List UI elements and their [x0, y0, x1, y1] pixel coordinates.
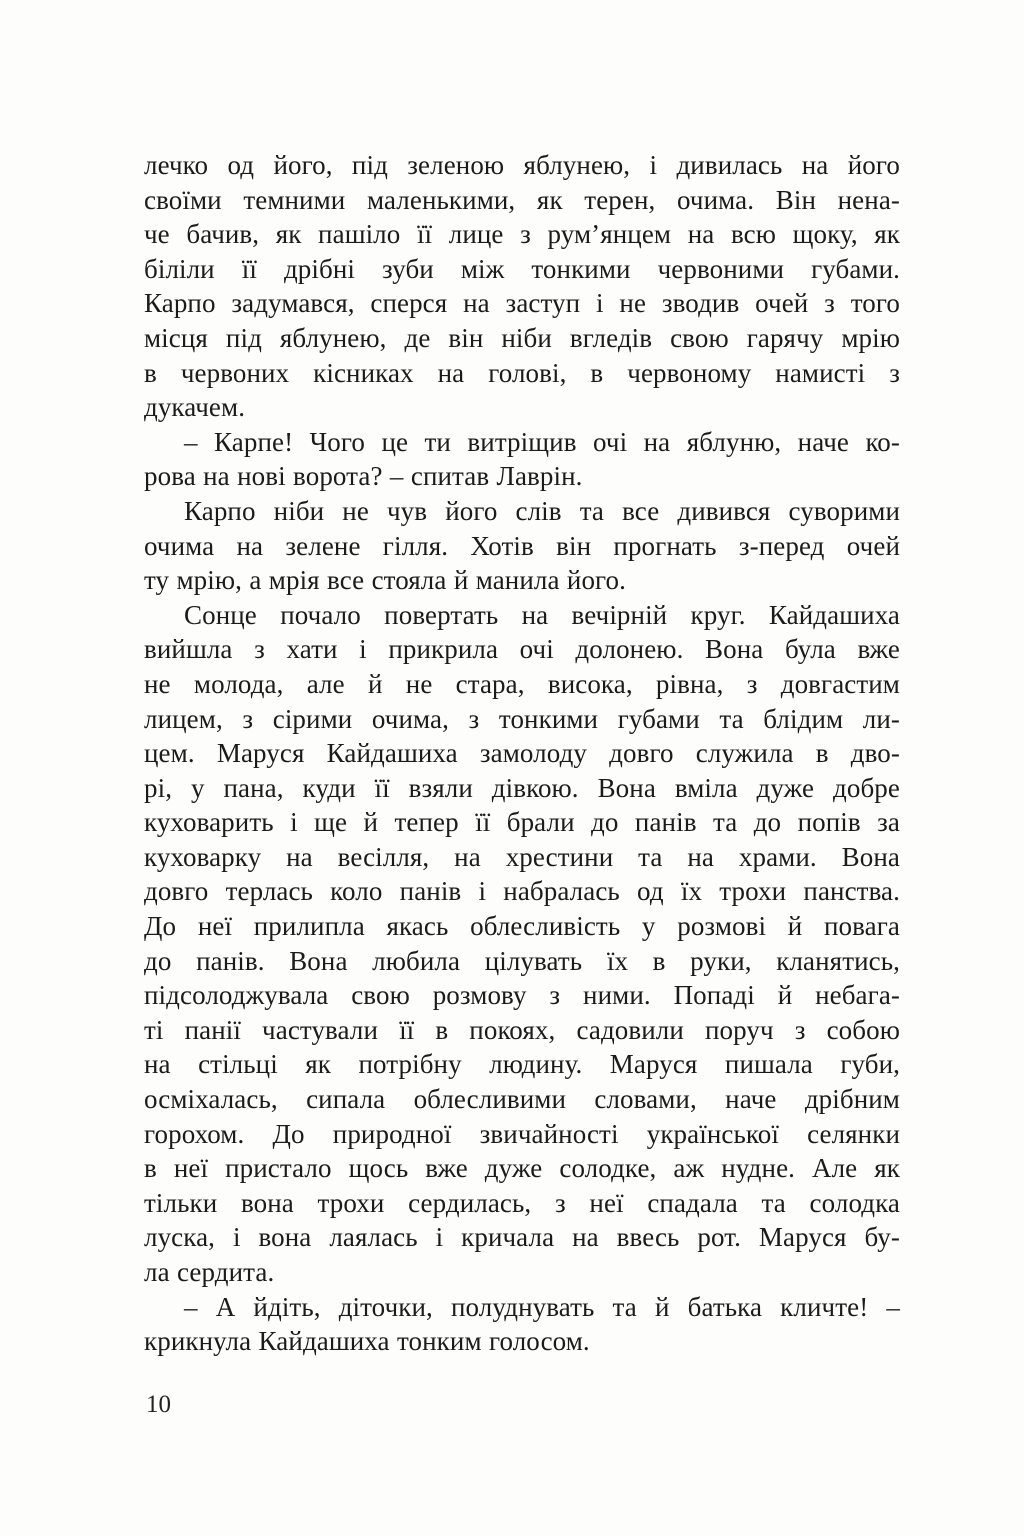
text-line: на стільці як потрібну людину. Маруся пишала губи, — [144, 1049, 900, 1080]
text-line: Карпо ніби не чув його слів та все дивився суворими — [184, 495, 900, 526]
text-line: ла сердита. — [144, 1257, 275, 1287]
text-line: куховарить і ще й тепер її брали до панів та до попів за — [144, 807, 900, 838]
page-number: 10 — [146, 1391, 171, 1418]
text-line: біліли її дрібні зуби між тонкими червоними губами. — [144, 253, 900, 284]
text-block — [144, 148, 900, 1359]
paragraph-dialogue — [144, 425, 900, 494]
text-line: ту мрію, а мрія все стояла й манила його. — [144, 565, 627, 596]
text-line: довго терлась коло панів і набралась од їх трохи панства. — [144, 876, 900, 907]
paragraph-dialogue — [144, 1290, 900, 1359]
text-line: підсолоджувала свою розмову з ними. Попаді й небага- — [144, 980, 900, 1011]
text-line: рі, у пана, куди її взяли дівкою. Вона вміла дуже добре — [144, 772, 900, 803]
text-line: Сонце почало повертать на вечірній круг. Кайдашиха — [184, 599, 900, 630]
text-line: крикнула Кайдашиха тонким голосом. — [144, 1326, 590, 1357]
text-line: не молода, але й не стара, висока, рівна, з довгастим — [144, 668, 900, 699]
text-line: вийшла з хати і прикрила очі долонею. Вона була вже — [144, 634, 900, 665]
paragraph — [144, 598, 900, 1290]
text-line: до панів. Вона любила цілувать їх в руки, кланятись, — [144, 945, 900, 976]
paragraph — [144, 148, 900, 425]
text-line: в неї пристало щось вже дуже солодке, аж нудне. Але як — [144, 1153, 900, 1184]
text-line: куховарку на весілля, на хрестини та на храми. Вона — [144, 841, 900, 872]
text-line: рова на нові ворота? – спитав Лаврін. — [144, 461, 583, 492]
text-line: – Карпе! Чого це ти витріщив очі на яблуню, наче ко- — [184, 426, 900, 457]
text-line: луска, і вона лаялась і кричала на ввесь рот. Маруся бу- — [144, 1222, 900, 1253]
text-line: лечко од його, під зеленою яблунею, і дивилась на його — [144, 150, 900, 180]
text-line: че бачив, як пашіло її лице з рум’янцем на всю щоку, як — [144, 219, 900, 250]
text-line: лицем, з сірими очима, з тонкими губами та блідим ли- — [144, 703, 900, 734]
text-line: осміхалась, сипала облесливими словами, наче дрібним — [144, 1084, 900, 1115]
paragraph — [144, 494, 900, 598]
text-line: До неї прилипла якась облесливість у розмові й повага — [144, 911, 900, 942]
text-line: – А йдіть, діточки, полуднувать та й батька кличте! – — [184, 1291, 900, 1322]
text-line: ті панії частували її в покоях, садовили поруч з собою — [144, 1014, 900, 1045]
text-line: в червоних кісниках на голові, в червоному намисті з — [144, 357, 900, 388]
text-line: місця під яблунею, де він ніби вгледів свою гарячу мрію — [144, 322, 900, 353]
text-line: очима на зелене гілля. Хотів він прогнать з-перед очей — [144, 530, 900, 561]
text-line: тільки вона трохи сердилась, з неї спадала та солодка — [144, 1187, 900, 1218]
text-line: цем. Маруся Кайдашиха замолоду довго служила в дво- — [144, 738, 900, 769]
text-line: Карпо задумався, сперся на заступ і не зводив очей з того — [144, 288, 900, 319]
text-line: горохом. До природної звичайності української селянки — [144, 1118, 900, 1149]
text-line: дукачем. — [144, 392, 246, 423]
text-line: своїми темними маленькими, як терен, очима. Він нена- — [144, 184, 900, 215]
